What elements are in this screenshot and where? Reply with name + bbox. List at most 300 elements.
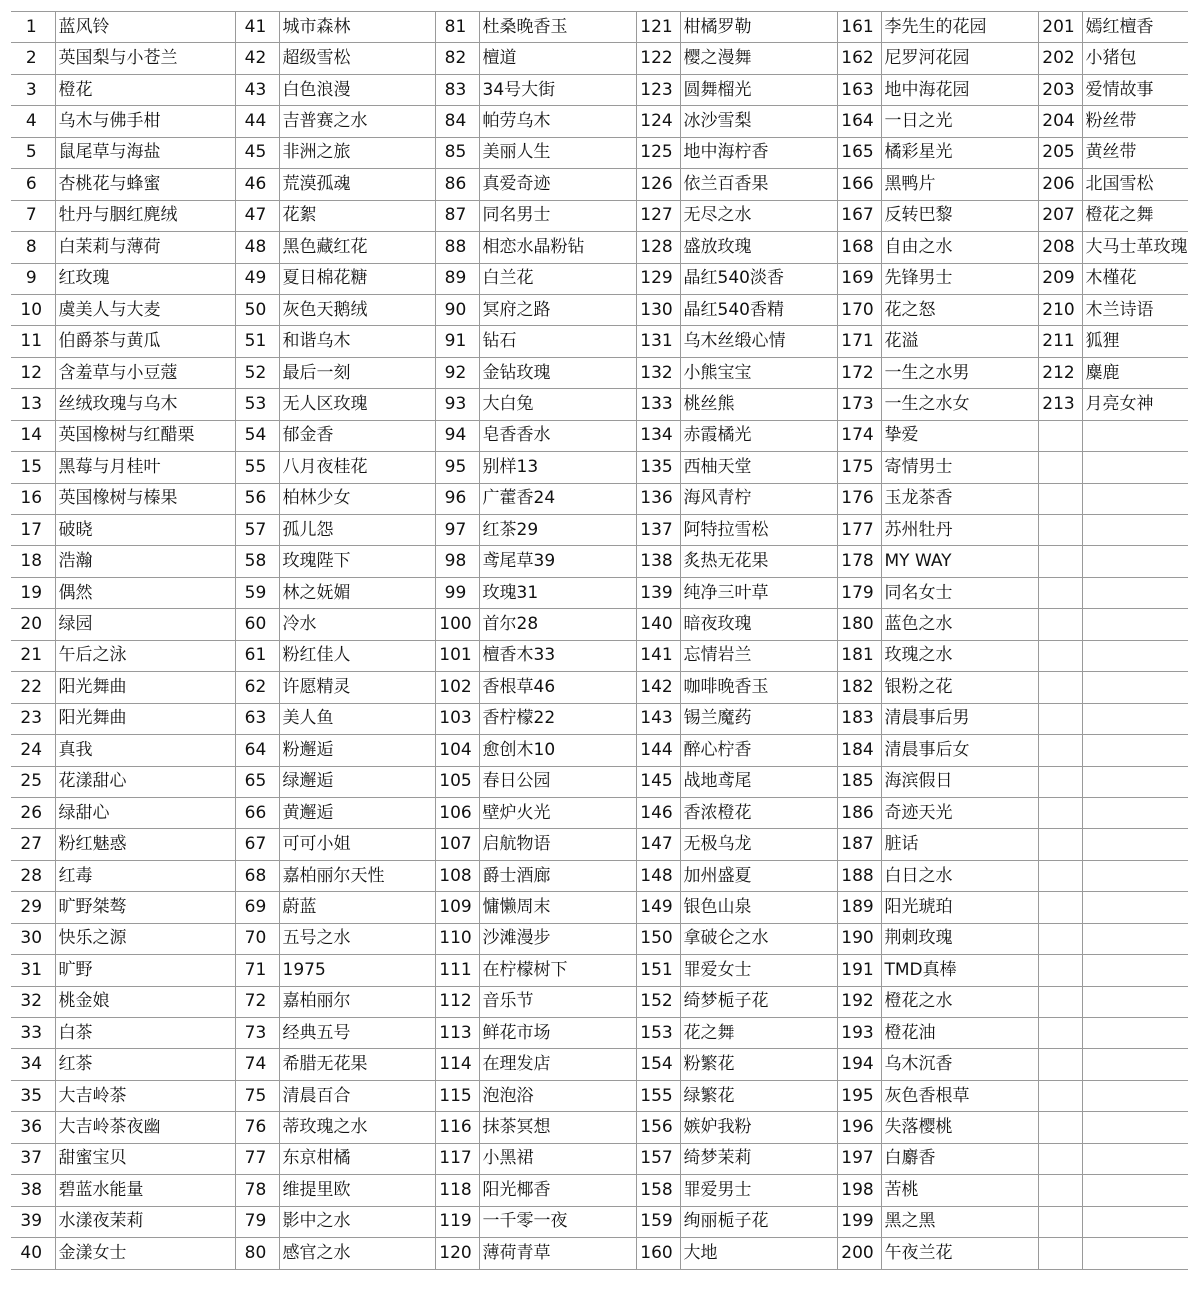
- fragrance-name: 忘情岩兰: [680, 640, 837, 671]
- item-number: 202: [1038, 43, 1082, 74]
- fragrance-name: 锡兰魔药: [680, 703, 837, 734]
- fragrance-name: 薄荷青草: [479, 1238, 636, 1269]
- item-number: 30: [11, 923, 55, 954]
- fragrance-name: 慵懒周末: [479, 892, 636, 923]
- fragrance-name: [1082, 640, 1188, 671]
- item-number: 210: [1038, 294, 1082, 325]
- item-number: 170: [837, 294, 881, 325]
- item-number: [1038, 1238, 1082, 1269]
- item-number: 13: [11, 389, 55, 420]
- fragrance-name: 许愿精灵: [279, 672, 435, 703]
- fragrance-name: 黑鸭片: [881, 169, 1038, 200]
- item-number: [1038, 703, 1082, 734]
- item-number: 32: [11, 986, 55, 1017]
- item-number: 149: [636, 892, 680, 923]
- fragrance-name: 寄情男士: [881, 452, 1038, 483]
- item-number: 151: [636, 955, 680, 986]
- fragrance-name: MY WAY: [881, 546, 1038, 577]
- fragrance-name: 乌木与佛手柑: [55, 106, 235, 137]
- fragrance-name: 脏话: [881, 829, 1038, 860]
- fragrance-name: 桃丝熊: [680, 389, 837, 420]
- item-number: 79: [235, 1206, 279, 1237]
- fragrance-name: 白茉莉与薄荷: [55, 232, 235, 263]
- fragrance-name: 沙滩漫步: [479, 923, 636, 954]
- fragrance-name: 音乐节: [479, 986, 636, 1017]
- item-number: 55: [235, 452, 279, 483]
- fragrance-name: 绿甜心: [55, 797, 235, 828]
- table-row: [11, 200, 1188, 231]
- table-row: [11, 860, 1188, 891]
- item-number: 125: [636, 137, 680, 168]
- fragrance-name: 广藿香24: [479, 483, 636, 514]
- fragrance-name: 灰色天鹅绒: [279, 294, 435, 325]
- table-row: [11, 420, 1188, 451]
- fragrance-name: 皂香香水: [479, 420, 636, 451]
- item-number: [1038, 1143, 1082, 1174]
- fragrance-name: 鲜花市场: [479, 1018, 636, 1049]
- fragrance-name: 金钻玫瑰: [479, 357, 636, 388]
- table-row: [11, 703, 1188, 734]
- table-row: [11, 1080, 1188, 1111]
- table-row: [11, 389, 1188, 420]
- fragrance-name: [1082, 515, 1188, 546]
- item-number: 117: [435, 1143, 479, 1174]
- table-row: [11, 546, 1188, 577]
- item-number: 36: [11, 1112, 55, 1143]
- item-number: [1038, 829, 1082, 860]
- fragrance-name: 粉红魅惑: [55, 829, 235, 860]
- item-number: 96: [435, 483, 479, 514]
- item-number: 133: [636, 389, 680, 420]
- fragrance-name: 赤霞橘光: [680, 420, 837, 451]
- fragrance-name: 东京柑橘: [279, 1143, 435, 1174]
- fragrance-name: 橙花油: [881, 1018, 1038, 1049]
- item-number: [1038, 640, 1082, 671]
- fragrance-name: 杜桑晚香玉: [479, 12, 636, 43]
- item-number: 162: [837, 43, 881, 74]
- fragrance-name: 反转巴黎: [881, 200, 1038, 231]
- item-number: 148: [636, 860, 680, 891]
- item-number: 75: [235, 1080, 279, 1111]
- table-row: [11, 169, 1188, 200]
- item-number: [1038, 452, 1082, 483]
- fragrance-name: [1082, 609, 1188, 640]
- item-number: 179: [837, 577, 881, 608]
- table-row: [11, 766, 1188, 797]
- fragrance-name: 花溢: [881, 326, 1038, 357]
- item-number: [1038, 1018, 1082, 1049]
- fragrance-name: 醉心柠香: [680, 735, 837, 766]
- fragrance-name: 五号之水: [279, 923, 435, 954]
- item-number: [1038, 986, 1082, 1017]
- item-number: 87: [435, 200, 479, 231]
- fragrance-name: 柏林少女: [279, 483, 435, 514]
- fragrance-name: 感官之水: [279, 1238, 435, 1269]
- fragrance-name: 嫉妒我粉: [680, 1112, 837, 1143]
- fragrance-name: 挚爱: [881, 420, 1038, 451]
- item-number: 208: [1038, 232, 1082, 263]
- table-row: [11, 483, 1188, 514]
- item-number: 163: [837, 74, 881, 105]
- table-row: [11, 232, 1188, 263]
- item-number: 135: [636, 452, 680, 483]
- item-number: 61: [235, 640, 279, 671]
- fragrance-name: 柑橘罗勒: [680, 12, 837, 43]
- fragrance-name: 英国梨与小苍兰: [55, 43, 235, 74]
- item-number: 139: [636, 577, 680, 608]
- fragrance-name: 香柠檬22: [479, 703, 636, 734]
- fragrance-name: 愈创木10: [479, 735, 636, 766]
- item-number: 143: [636, 703, 680, 734]
- item-number: 51: [235, 326, 279, 357]
- item-number: 200: [837, 1238, 881, 1269]
- fragrance-name: 自由之水: [881, 232, 1038, 263]
- table-row: [11, 892, 1188, 923]
- fragrance-list-table: [11, 11, 1188, 1270]
- fragrance-name: 香浓橙花: [680, 797, 837, 828]
- fragrance-name: 午后之泳: [55, 640, 235, 671]
- fragrance-name: [1082, 797, 1188, 828]
- item-number: 187: [837, 829, 881, 860]
- item-number: 64: [235, 735, 279, 766]
- item-number: 50: [235, 294, 279, 325]
- table-row: [11, 577, 1188, 608]
- item-number: 178: [837, 546, 881, 577]
- item-number: [1038, 483, 1082, 514]
- fragrance-name: 一生之水男: [881, 357, 1038, 388]
- fragrance-name: 蔚蓝: [279, 892, 435, 923]
- item-number: 83: [435, 74, 479, 105]
- fragrance-name: 大白兔: [479, 389, 636, 420]
- item-number: 12: [11, 357, 55, 388]
- item-number: 16: [11, 483, 55, 514]
- item-number: 159: [636, 1206, 680, 1237]
- item-number: 76: [235, 1112, 279, 1143]
- fragrance-name: 红玫瑰: [55, 263, 235, 294]
- fragrance-name: 快乐之源: [55, 923, 235, 954]
- item-number: 14: [11, 420, 55, 451]
- item-number: 122: [636, 43, 680, 74]
- item-number: [1038, 892, 1082, 923]
- item-number: 118: [435, 1175, 479, 1206]
- fragrance-name: 首尔28: [479, 609, 636, 640]
- item-number: 97: [435, 515, 479, 546]
- item-number: [1038, 546, 1082, 577]
- fragrance-name: 泡泡浴: [479, 1080, 636, 1111]
- item-number: 132: [636, 357, 680, 388]
- item-number: 66: [235, 797, 279, 828]
- item-number: 169: [837, 263, 881, 294]
- fragrance-name: [1082, 923, 1188, 954]
- fragrance-name: 失落樱桃: [881, 1112, 1038, 1143]
- fragrance-name: 嘉柏丽尔天性: [279, 860, 435, 891]
- item-number: 7: [11, 200, 55, 231]
- item-number: 34: [11, 1049, 55, 1080]
- item-number: 85: [435, 137, 479, 168]
- item-number: 191: [837, 955, 881, 986]
- fragrance-name: [1082, 420, 1188, 451]
- item-number: 119: [435, 1206, 479, 1237]
- fragrance-name: 小熊宝宝: [680, 357, 837, 388]
- item-number: 134: [636, 420, 680, 451]
- fragrance-name: 檀道: [479, 43, 636, 74]
- item-number: 161: [837, 12, 881, 43]
- fragrance-name: 依兰百香果: [680, 169, 837, 200]
- fragrance-name: 花絮: [279, 200, 435, 231]
- item-number: 86: [435, 169, 479, 200]
- item-number: 136: [636, 483, 680, 514]
- item-number: 82: [435, 43, 479, 74]
- item-number: 176: [837, 483, 881, 514]
- fragrance-name: 桃金娘: [55, 986, 235, 1017]
- item-number: 173: [837, 389, 881, 420]
- item-number: 33: [11, 1018, 55, 1049]
- item-number: 19: [11, 577, 55, 608]
- item-number: 17: [11, 515, 55, 546]
- fragrance-name: 橙花: [55, 74, 235, 105]
- fragrance-name: 咖啡晚香玉: [680, 672, 837, 703]
- fragrance-name: 盛放玫瑰: [680, 232, 837, 263]
- item-number: 93: [435, 389, 479, 420]
- item-number: 124: [636, 106, 680, 137]
- fragrance-name: 英国橡树与红醋栗: [55, 420, 235, 451]
- item-number: 60: [235, 609, 279, 640]
- fragrance-name: 暗夜玫瑰: [680, 609, 837, 640]
- fragrance-name: 乌木沉香: [881, 1049, 1038, 1080]
- item-number: 99: [435, 577, 479, 608]
- fragrance-name: 玉龙茶香: [881, 483, 1038, 514]
- fragrance-name: 绿邂逅: [279, 766, 435, 797]
- item-number: 105: [435, 766, 479, 797]
- fragrance-name: 银粉之花: [881, 672, 1038, 703]
- fragrance-name: 奇迹天光: [881, 797, 1038, 828]
- fragrance-name: TMD真棒: [881, 955, 1038, 986]
- fragrance-name: 牡丹与胭红麂绒: [55, 200, 235, 231]
- fragrance-name: 麋鹿: [1082, 357, 1188, 388]
- fragrance-name: [1082, 483, 1188, 514]
- fragrance-name: [1082, 1112, 1188, 1143]
- fragrance-name: 在理发店: [479, 1049, 636, 1080]
- fragrance-name: 西柚天堂: [680, 452, 837, 483]
- table-row: [11, 640, 1188, 671]
- fragrance-name: 木槿花: [1082, 263, 1188, 294]
- item-number: 89: [435, 263, 479, 294]
- fragrance-name: 嘉柏丽尔: [279, 986, 435, 1017]
- item-number: 155: [636, 1080, 680, 1111]
- item-number: 102: [435, 672, 479, 703]
- item-number: 158: [636, 1175, 680, 1206]
- fragrance-name: [1082, 546, 1188, 577]
- fragrance-name: 旷野: [55, 955, 235, 986]
- fragrance-name: 破晓: [55, 515, 235, 546]
- table-row: [11, 357, 1188, 388]
- item-number: [1038, 766, 1082, 797]
- item-number: 212: [1038, 357, 1082, 388]
- fragrance-name: 阳光椰香: [479, 1175, 636, 1206]
- fragrance-name: 大吉岭茶夜幽: [55, 1112, 235, 1143]
- item-number: 107: [435, 829, 479, 860]
- item-number: 207: [1038, 200, 1082, 231]
- table-row: [11, 43, 1188, 74]
- fragrance-name: 美丽人生: [479, 137, 636, 168]
- item-number: 25: [11, 766, 55, 797]
- item-number: 164: [837, 106, 881, 137]
- item-number: 10: [11, 294, 55, 325]
- fragrance-name: 橙花之水: [881, 986, 1038, 1017]
- item-number: 21: [11, 640, 55, 671]
- item-number: 26: [11, 797, 55, 828]
- item-number: 15: [11, 452, 55, 483]
- fragrance-name: 尼罗河花园: [881, 43, 1038, 74]
- item-number: 48: [235, 232, 279, 263]
- item-number: 71: [235, 955, 279, 986]
- item-number: 73: [235, 1018, 279, 1049]
- item-number: 29: [11, 892, 55, 923]
- item-number: 180: [837, 609, 881, 640]
- table-row: [11, 829, 1188, 860]
- item-number: 111: [435, 955, 479, 986]
- item-number: 194: [837, 1049, 881, 1080]
- fragrance-name: 檀香木33: [479, 640, 636, 671]
- fragrance-name: 和谐乌木: [279, 326, 435, 357]
- fragrance-name: 春日公园: [479, 766, 636, 797]
- item-number: 141: [636, 640, 680, 671]
- item-number: 126: [636, 169, 680, 200]
- fragrance-name: 白兰花: [479, 263, 636, 294]
- fragrance-name: 最后一刻: [279, 357, 435, 388]
- table-row: [11, 1175, 1188, 1206]
- item-number: 72: [235, 986, 279, 1017]
- fragrance-name: 大吉岭茶: [55, 1080, 235, 1111]
- item-number: 213: [1038, 389, 1082, 420]
- fragrance-name: 大马士革玫瑰: [1082, 232, 1188, 263]
- fragrance-name: 蓝风铃: [55, 12, 235, 43]
- item-number: 131: [636, 326, 680, 357]
- item-number: 46: [235, 169, 279, 200]
- fragrance-name: 绿园: [55, 609, 235, 640]
- item-number: 31: [11, 955, 55, 986]
- fragrance-name: [1082, 1080, 1188, 1111]
- item-number: 113: [435, 1018, 479, 1049]
- fragrance-name: 荆刺玫瑰: [881, 923, 1038, 954]
- item-number: 193: [837, 1018, 881, 1049]
- item-number: 168: [837, 232, 881, 263]
- fragrance-name: 碧蓝水能量: [55, 1175, 235, 1206]
- fragrance-name: 一生之水女: [881, 389, 1038, 420]
- item-number: 5: [11, 137, 55, 168]
- fragrance-name: [1082, 735, 1188, 766]
- fragrance-name: 别样13: [479, 452, 636, 483]
- item-number: 144: [636, 735, 680, 766]
- item-number: 166: [837, 169, 881, 200]
- fragrance-name: 冰沙雪梨: [680, 106, 837, 137]
- fragrance-name: 含羞草与小豆蔻: [55, 357, 235, 388]
- fragrance-name: 超级雪松: [279, 43, 435, 74]
- item-number: 198: [837, 1175, 881, 1206]
- fragrance-name: [1082, 1206, 1188, 1237]
- fragrance-name: [1082, 577, 1188, 608]
- fragrance-name: 清晨事后女: [881, 735, 1038, 766]
- fragrance-name: 粉丝带: [1082, 106, 1188, 137]
- fragrance-name: 清晨百合: [279, 1080, 435, 1111]
- fragrance-name: 红茶29: [479, 515, 636, 546]
- item-number: [1038, 923, 1082, 954]
- fragrance-name: 白色浪漫: [279, 74, 435, 105]
- fragrance-name: 白日之水: [881, 860, 1038, 891]
- item-number: [1038, 735, 1082, 766]
- item-number: 183: [837, 703, 881, 734]
- item-number: 22: [11, 672, 55, 703]
- item-number: 175: [837, 452, 881, 483]
- table-row: [11, 797, 1188, 828]
- item-number: 114: [435, 1049, 479, 1080]
- fragrance-name: 蒂玫瑰之水: [279, 1112, 435, 1143]
- fragrance-name: 玫瑰陛下: [279, 546, 435, 577]
- fragrance-name: 苏州牡丹: [881, 515, 1038, 546]
- fragrance-name: 鼠尾草与海盐: [55, 137, 235, 168]
- table-row: [11, 1238, 1188, 1269]
- item-number: 52: [235, 357, 279, 388]
- item-number: [1038, 955, 1082, 986]
- fragrance-name: 海滨假日: [881, 766, 1038, 797]
- fragrance-name: 黄邂逅: [279, 797, 435, 828]
- fragrance-name: 绮梦茉莉: [680, 1143, 837, 1174]
- item-number: 104: [435, 735, 479, 766]
- fragrance-name: 维提里欧: [279, 1175, 435, 1206]
- fragrance-name: 城市森林: [279, 12, 435, 43]
- fragrance-name: 经典五号: [279, 1018, 435, 1049]
- item-number: 154: [636, 1049, 680, 1080]
- fragrance-name: 同名女士: [881, 577, 1038, 608]
- item-number: 199: [837, 1206, 881, 1237]
- item-number: 121: [636, 12, 680, 43]
- item-number: 18: [11, 546, 55, 577]
- item-number: 1: [11, 12, 55, 43]
- fragrance-name: 花之怒: [881, 294, 1038, 325]
- item-number: 115: [435, 1080, 479, 1111]
- item-number: 45: [235, 137, 279, 168]
- fragrance-name: 红茶: [55, 1049, 235, 1080]
- item-number: 6: [11, 169, 55, 200]
- item-number: 129: [636, 263, 680, 294]
- table-row: [11, 1143, 1188, 1174]
- fragrance-name: 小猪包: [1082, 43, 1188, 74]
- fragrance-name: 非洲之旅: [279, 137, 435, 168]
- item-number: 211: [1038, 326, 1082, 357]
- fragrance-name: 红毒: [55, 860, 235, 891]
- item-number: 171: [837, 326, 881, 357]
- fragrance-name: [1082, 829, 1188, 860]
- fragrance-name: 清晨事后男: [881, 703, 1038, 734]
- item-number: 37: [11, 1143, 55, 1174]
- item-number: 88: [435, 232, 479, 263]
- item-number: 181: [837, 640, 881, 671]
- item-number: 184: [837, 735, 881, 766]
- fragrance-name: 黑之黑: [881, 1206, 1038, 1237]
- fragrance-name: 苦桃: [881, 1175, 1038, 1206]
- fragrance-name: 一千零一夜: [479, 1206, 636, 1237]
- table-row: [11, 1112, 1188, 1143]
- item-number: 42: [235, 43, 279, 74]
- fragrance-name: 战地鸢尾: [680, 766, 837, 797]
- fragrance-name: 郁金香: [279, 420, 435, 451]
- item-number: 49: [235, 263, 279, 294]
- item-number: 90: [435, 294, 479, 325]
- item-number: 44: [235, 106, 279, 137]
- fragrance-name: 美人鱼: [279, 703, 435, 734]
- item-number: 142: [636, 672, 680, 703]
- fragrance-name: 孤儿怨: [279, 515, 435, 546]
